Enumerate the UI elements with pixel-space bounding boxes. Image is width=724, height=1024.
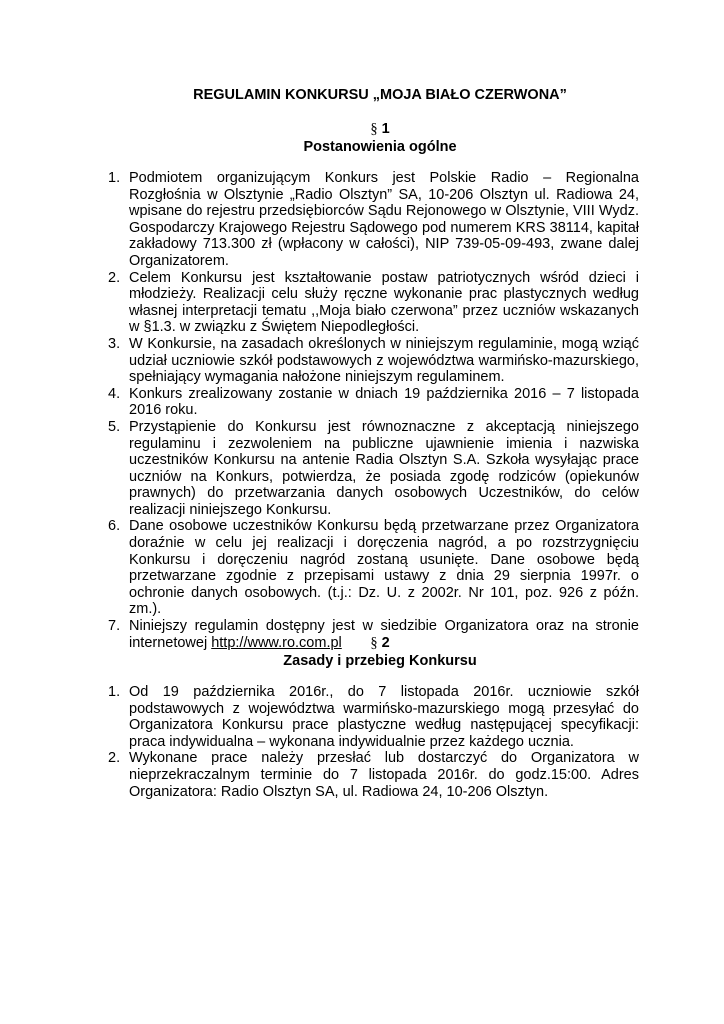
list-item-number: 2.: [108, 269, 121, 286]
section-2-title: Zasady i przebieg Konkursu: [283, 653, 477, 669]
list-item: [108, 170, 639, 270]
section-1-number: 1: [381, 121, 390, 137]
list-item-text: Wykonane prace należy przesłać lub dostarczyć do Organizatora w nieprzekraczalnym terminie do 7 listopada 2016r. do godz.15:00. Adres Organizatora: Radio Olsztyn SA, ul. Radiowa 24, 10-206 Olsztyn.: [129, 750, 639, 800]
list-item-number: 1.: [108, 684, 121, 700]
list-item-number: 4.: [108, 385, 121, 402]
list-item-text: Przystąpienie do Konkursu jest równoznaczne z akceptacją niniejszego regulaminu i zezwoleniem na publiczne ujawnienie imienia i nazwiska uczestników Konkursu na antenie Radia Olsztyn S.A. Szkoła wysyłając prace uczniów na Konkurs, potwierdza, że posiada zgodę rodziców (opiekunów prawnych) do przetwarzania danych osobowych Uczestników, do celów realizacji niniejszego Konkursu.: [129, 418, 639, 518]
website-link[interactable]: http://www.ro.com.pl: [211, 634, 342, 651]
list-item-text: Celem Konkursu jest kształtowanie postaw patriotycznych wśród dzieci i młodzieży. Realizacji celu służy ręczne wykonanie prac plastycznych według własnej interpretacji tematu ,,Moja biało czerwona” przez uczniów wskazanych w §1.3. w związku z Świętem Niepodległości.: [129, 269, 639, 336]
list-item-text: W Konkursie, na zasadach określonych w niniejszym regulaminie, mogą wziąć udział uczniowie szkół podstawowych z województwa warmińsko-mazurskiego, spełniający wymagania nałożone niniejszym regulaminem.: [129, 335, 639, 386]
section-2-heading: [0, 634, 724, 670]
list-item-text: Podmiotem organizującym Konkurs jest Polskie Radio – Regionalna Rozgłośnia w Olsztynie „Radio Olsztyn” SA, 10-206 Olsztyn ul. Radiowa 24, wpisane do rejestru przedsiębiorców Sądu Rejonowego w Olsztynie, VIII Wydz. Gospodarczy Krajowego Rejestru Sądowego pod numerem KRS 38114, kapitał zakładowy 713.300 zł (wpłacony w całości), NIP 739-05-09-493, zwane dalej Organizatorem.: [129, 170, 639, 269]
list-item-number: 3.: [108, 335, 121, 352]
list-item-number: 2.: [108, 750, 121, 767]
list-item: [108, 750, 639, 800]
list-item: [108, 518, 639, 618]
list-item: [108, 336, 639, 386]
list-item: [108, 270, 639, 336]
section-2-mark: §: [370, 635, 378, 651]
list-item-number: 5.: [108, 418, 121, 435]
list-item: [108, 419, 639, 519]
list-item-text: Dane osobowe uczestników Konkursu będą przetwarzane przez Organizatora doraźnie w celu jej realizacji i doręczenia nagród, a po rozstrzygnięciu Konkursu i doręczeniu nagród zostaną usunięte. Dane osobowe będą przetwarzane zgodnie z przepisami ustawy z dnia 29 sierpnia 1997r. o ochronie danych osobowych. (t.j.: Dz. U. z 2002r. Nr 101, poz. 926 z późn. zm.).: [129, 518, 639, 618]
section-1-list: [108, 170, 639, 651]
list-item-text: Niniejszy regulamin dostępny jest w siedzibie Organizatora oraz na stronie internetowej: [129, 618, 639, 651]
list-item-text: Od 19 października 2016r., do 7 listopada 2016r. uczniowie szkół podstawowych z województwa warmińsko-mazurskiego mogą przesyłać do Organizatora Konkursu prace plastyczne według następującej specyfikacji: praca indywidualna – wykonana indywidualnie przez każdego ucznia.: [129, 684, 639, 750]
section-1-title: Postanowienia ogólne: [303, 139, 457, 155]
list-item-number: 6.: [108, 518, 121, 535]
list-item-number: 1.: [108, 170, 121, 186]
section-1-mark: §: [370, 121, 378, 137]
list-item: [108, 386, 639, 419]
section-1-heading: [0, 120, 724, 156]
section-2-number: 2: [381, 635, 390, 651]
section-2-list: [108, 684, 639, 800]
document-title: REGULAMIN KONKURSU „MOJA BIAŁO CZERWONA”: [193, 87, 567, 103]
list-item-text: Konkurs zrealizowany zostanie w dniach 19 października 2016 – 7 listopada 2016 roku.: [129, 385, 639, 419]
list-item-number: 7.: [108, 618, 121, 635]
list-item: [108, 684, 639, 750]
